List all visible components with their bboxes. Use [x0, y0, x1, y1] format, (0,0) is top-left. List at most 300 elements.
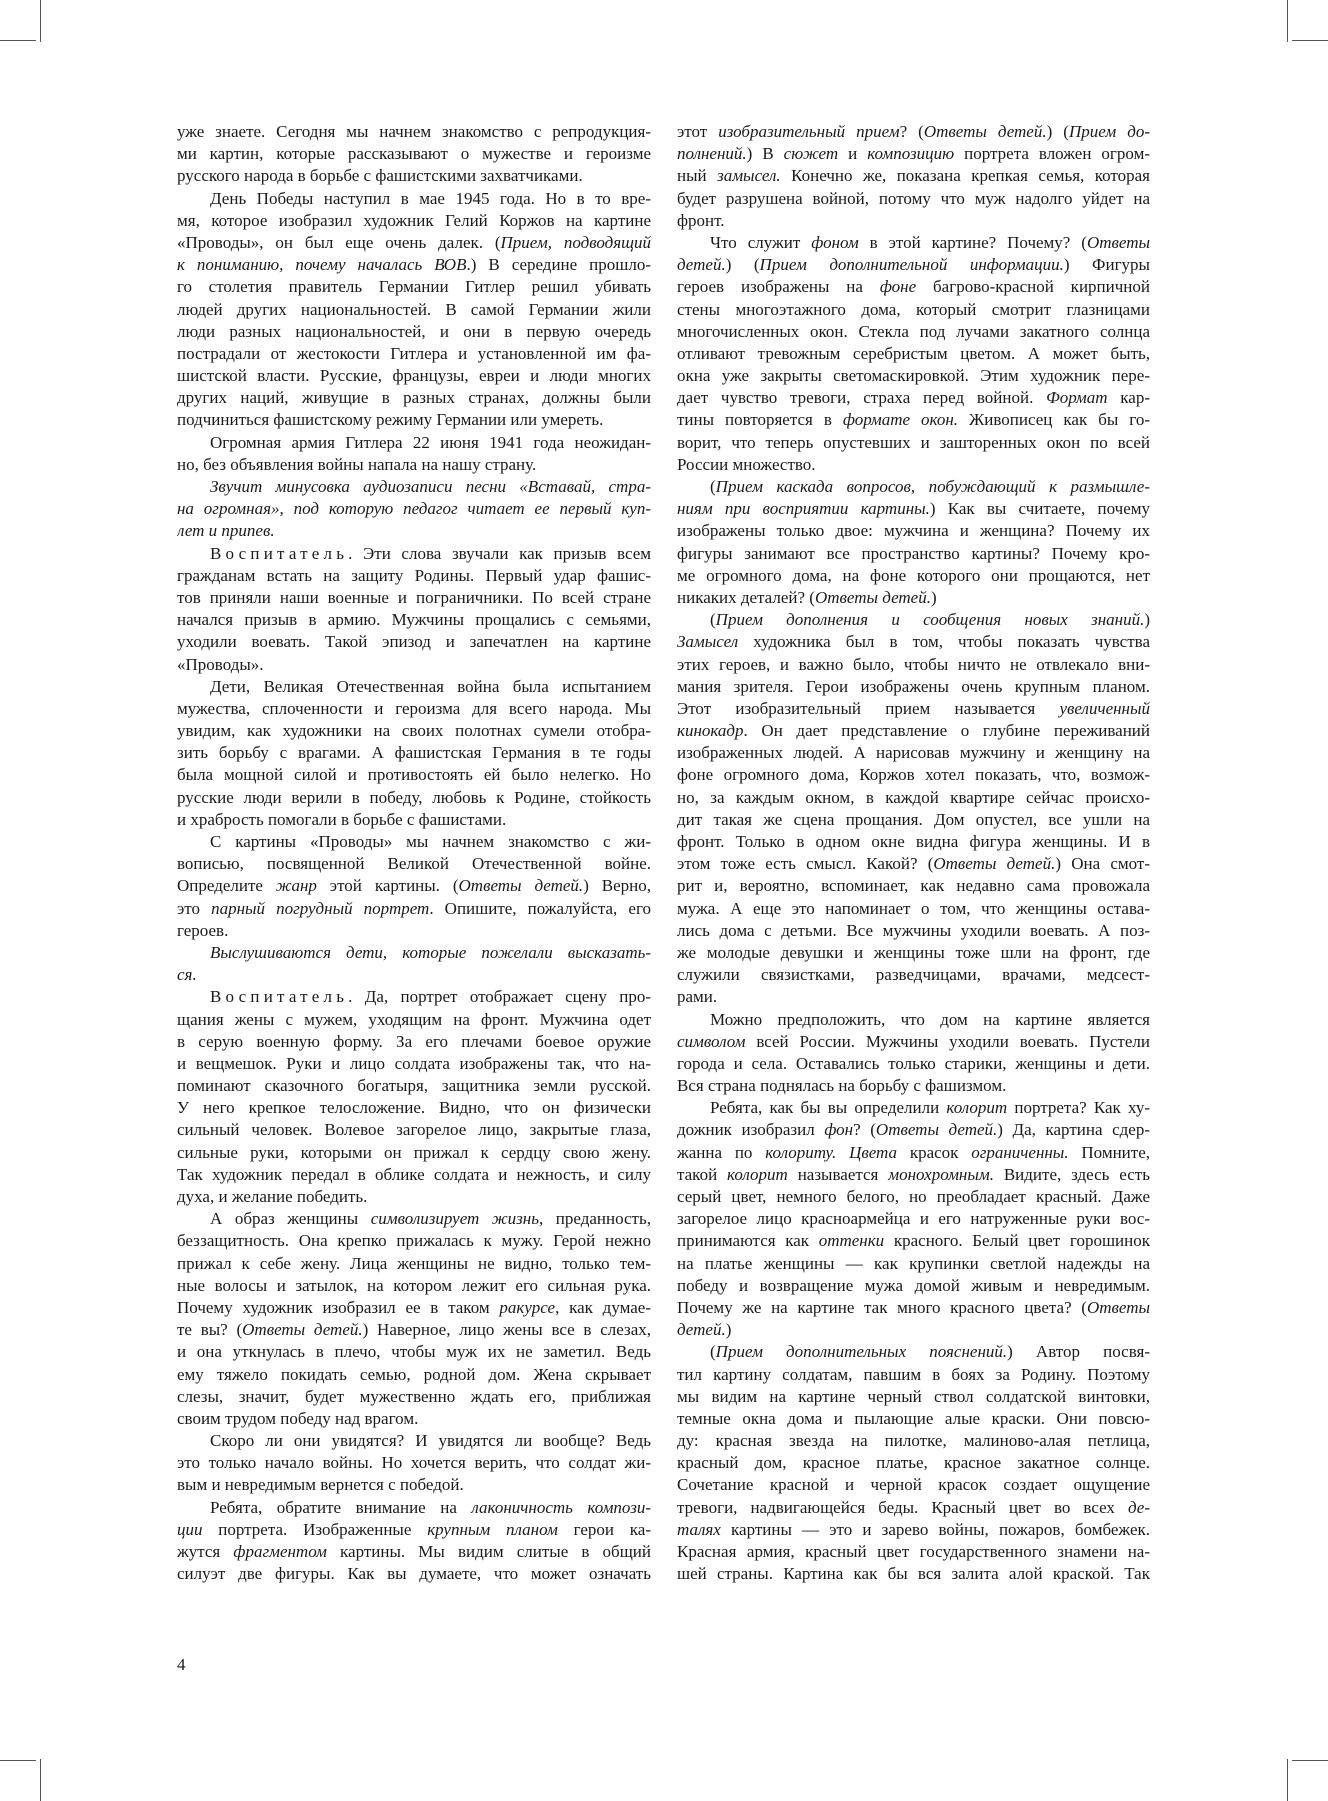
text-run: фигуры занимают все пространство картины? Почему кро-	[677, 543, 1150, 563]
text-run: поминают сказочного богатыря, защитника земли русской.	[177, 1076, 651, 1096]
text-run: ) Автор посвя-	[1007, 1342, 1150, 1362]
text-line	[677, 1541, 1150, 1563]
text-run: Этот изобразительный прием называется	[677, 698, 1060, 718]
text-run: людей других национальностей. В самой Германии жили	[177, 299, 651, 319]
paragraph	[177, 942, 651, 986]
page-number: 4	[177, 1655, 186, 1674]
text-run: беззащитность. Она крепко прижалась к мужу. Герой нежно	[177, 1231, 651, 1251]
crop-mark	[1287, 1759, 1288, 1801]
text-line	[177, 1275, 651, 1297]
text-line	[677, 1031, 1150, 1053]
text-line	[677, 1319, 1150, 1341]
text-run: )	[725, 1320, 732, 1340]
text-line	[177, 1474, 651, 1496]
text-line	[677, 587, 1150, 609]
text-line	[677, 188, 1150, 210]
text-run: багрово-красной кирпичной	[916, 277, 1150, 297]
text-run: красный дом, красное платье, красное закатное солнце.	[677, 1453, 1150, 1473]
crop-mark	[0, 40, 36, 41]
text-run: дит такая же сцена прощания. Дом опустел, все ушли на	[677, 809, 1150, 829]
text-line	[677, 1386, 1150, 1408]
text-line	[177, 1009, 651, 1031]
text-line	[677, 299, 1150, 321]
italic-text-run: замысел.	[717, 166, 781, 186]
text-run: прижал к себе жену. Лица женщины не видно, только тем-	[177, 1253, 651, 1273]
text-run: Видите, здесь есть	[993, 1164, 1150, 1184]
text-run: ) Верно,	[583, 876, 651, 896]
text-line	[677, 1164, 1150, 1186]
text-line	[677, 321, 1150, 343]
text-line	[677, 853, 1150, 875]
text-run: но, за каждым окном, в каждой квартире сейчас происхо-	[677, 787, 1150, 807]
text-run: Так художник передал в облике солдата и нежность, и силу	[177, 1164, 651, 1184]
text-run: героев изображены на	[677, 277, 880, 297]
text-run: . Эти слова звучали как призыв всем	[348, 543, 651, 563]
text-run: изображены только двое: мужчина и женщина? Почему их	[677, 521, 1150, 541]
text-run: ный	[677, 166, 718, 186]
text-column-right	[677, 121, 1150, 1585]
italic-text-run: ции	[177, 1519, 203, 1539]
text-run: сильный человек. Волевое загорелое лицо, закрытые глаза,	[177, 1120, 651, 1140]
text-run: духа, и желание победить.	[177, 1187, 368, 1206]
crop-mark	[40, 1759, 41, 1801]
text-run: этот	[677, 122, 719, 141]
text-run: красного. Белый цвет горошинок	[884, 1231, 1150, 1251]
text-line	[677, 1208, 1150, 1230]
text-run: города и села. Оставались только старики, женщины и дети.	[677, 1053, 1150, 1073]
text-run: серый цвет, немного белого, но преобладает красный. Даже	[677, 1187, 1150, 1206]
text-line	[177, 875, 651, 897]
text-line	[177, 188, 651, 210]
text-run: стены многоэтажного дома, который смотрит глазницами	[677, 299, 1150, 319]
text-line	[177, 1186, 651, 1208]
text-run: Живописец как бы го-	[958, 410, 1150, 430]
text-line	[677, 1186, 1150, 1208]
text-run: силуэт две фигуры. Как вы думаете, что может означать	[177, 1564, 651, 1584]
text-line	[677, 343, 1150, 365]
italic-text-run: ся.	[177, 965, 197, 985]
italic-text-run: Замысел	[677, 632, 739, 652]
text-line	[677, 831, 1150, 853]
text-run: те вы? (	[177, 1320, 243, 1340]
text-run: ду: красная звезда на пилотке, малиново-алая петлица,	[677, 1431, 1150, 1451]
paragraph	[677, 232, 1150, 476]
italic-text-run: Прием каскада вопросов, побуждающий к размышле-	[715, 477, 1150, 496]
text-run: ворит, что теперь опустевших и зашторенных окон по всей	[677, 432, 1150, 452]
text-run: ему тяжело покидать семью, родной дом. Жена скрывает	[177, 1364, 651, 1384]
text-line	[177, 764, 651, 786]
text-line	[177, 432, 651, 454]
text-run: но, без объявления войны напала на нашу страну.	[177, 454, 537, 474]
text-line	[677, 387, 1150, 409]
text-run: вым и невредимым вернется с победой.	[177, 1475, 464, 1495]
text-run: кар-	[1107, 388, 1150, 408]
text-run: портрета вложен огром-	[954, 144, 1150, 164]
text-run: портрета? Как ху-	[1007, 1098, 1150, 1118]
text-line	[177, 676, 651, 698]
text-run: . Он дает представление о глубине переживаний	[743, 721, 1150, 741]
text-run: тины повторяется в	[677, 410, 843, 430]
paragraph	[177, 121, 651, 188]
text-run: начался призыв в армию. Мужчины прощались с семьями,	[177, 610, 651, 630]
crop-mark	[1292, 1760, 1328, 1761]
italic-text-run: детей.	[677, 255, 726, 275]
text-line	[177, 1297, 651, 1319]
text-line	[177, 254, 651, 276]
text-run: увидим, как художники на своих полотнах сумели отобра-	[177, 721, 651, 741]
text-run: рами.	[677, 987, 718, 1007]
text-run: ) (	[1046, 122, 1069, 141]
text-line	[677, 676, 1150, 698]
text-run: ) Фигуры	[1063, 255, 1150, 275]
text-line	[177, 898, 651, 920]
text-run: была мощной силой и противостоять ей было нелегко. Но	[177, 765, 651, 785]
text-line	[177, 1452, 651, 1474]
italic-text-run: колориту. Цвета	[765, 1142, 898, 1162]
text-run: сильные руки, которыми он прижал к сердцу свою жену.	[177, 1142, 651, 1162]
text-line	[677, 631, 1150, 653]
text-line	[677, 1519, 1150, 1541]
italic-text-run: ниям при восприятии картины.	[677, 499, 930, 519]
text-line	[177, 698, 651, 720]
text-run: тов приняли наши военные и пограничники. По всей стране	[177, 587, 651, 607]
text-run: го столетия правитель Германии Гитлер решил убивать	[177, 277, 651, 297]
text-run: У него крепкое телосложение. Видно, что он физически	[177, 1098, 651, 1118]
italic-text-run: Выслушиваются дети, которые пожелали высказать-	[210, 942, 651, 962]
text-line	[177, 387, 651, 409]
text-line	[177, 343, 651, 365]
text-run: дожник изобразил	[677, 1120, 825, 1140]
text-run: русские люди верили в победу, любовь к Родине, стойкость	[177, 787, 651, 807]
text-line	[677, 1452, 1150, 1474]
text-line	[677, 476, 1150, 498]
text-run: темные окна дома и пылающие алые краски. Они повсю-	[677, 1408, 1150, 1428]
italic-text-run: композицию	[867, 144, 955, 164]
text-run: этих героев, и важно было, чтобы ничто не отвлекало вни-	[677, 654, 1150, 674]
text-run: ) В	[746, 144, 784, 164]
italic-text-run: изобразительный прием	[718, 122, 900, 141]
text-line	[677, 1408, 1150, 1430]
italic-text-run: Прием, подводящий	[500, 232, 651, 252]
text-line	[177, 1031, 651, 1053]
text-line	[177, 1364, 651, 1386]
text-run: ные волосы и затылок, на котором лежит его сильная рука.	[177, 1275, 651, 1295]
text-run: (	[710, 610, 716, 630]
text-run: Помните,	[1068, 1142, 1150, 1162]
text-line	[677, 409, 1150, 431]
text-run: русского народа в борьбе с фашистскими захватчиками.	[177, 166, 583, 186]
italic-text-run: жанр	[275, 876, 317, 896]
italic-text-run: символом	[677, 1031, 746, 1051]
text-run: (	[710, 1342, 716, 1362]
text-run: жутся	[177, 1542, 234, 1561]
text-line	[677, 543, 1150, 565]
text-line	[677, 1009, 1150, 1031]
text-run: России множество.	[677, 454, 816, 474]
text-line	[177, 1319, 651, 1341]
text-line	[177, 520, 651, 542]
text-run: . Да, портрет отображает сцену про-	[348, 987, 651, 1007]
text-run: на платье женщины — как крупинки светлой надежды на	[677, 1253, 1150, 1273]
text-line	[177, 920, 651, 942]
text-run: Огромная армия Гитлера 22 июня 1941 года неожидан-	[210, 432, 651, 452]
text-run: всей России. Мужчины уходили воевать. Пустели	[745, 1031, 1150, 1051]
text-run: шистской власти. Русские, французы, евреи и люди многих	[177, 366, 651, 386]
text-run: этом тоже есть смысл. Какой? (	[677, 854, 934, 874]
paragraph	[177, 476, 651, 543]
italic-text-run: символизирует жизнь	[370, 1209, 539, 1229]
text-line	[677, 1253, 1150, 1275]
text-run: Конечно же, показана крепкая семья, которая	[780, 166, 1150, 186]
text-line	[177, 1408, 651, 1430]
text-line	[677, 1497, 1150, 1519]
italic-text-run: Звучит минусовка аудиозаписи песни «Вставай, стра-	[210, 477, 651, 496]
text-line	[177, 986, 651, 1008]
text-run: шей страны. Картина как бы вся залита алой краской. Так	[677, 1564, 1150, 1584]
text-line	[677, 276, 1150, 298]
text-line	[677, 1142, 1150, 1164]
text-line	[177, 587, 651, 609]
italic-text-run: монохромным.	[888, 1164, 994, 1184]
text-line	[677, 942, 1150, 964]
text-line	[677, 809, 1150, 831]
italic-text-run: фон	[824, 1120, 854, 1140]
text-line	[177, 365, 651, 387]
text-line	[677, 1364, 1150, 1386]
italic-text-run: Ответы детей.	[923, 122, 1047, 141]
text-run: подчиниться фашистскому режиму Германии или умереть.	[177, 410, 604, 430]
text-run: своим трудом победу над врагом.	[177, 1408, 419, 1428]
text-line	[177, 1430, 651, 1452]
text-run: .) В середине прошло-	[466, 255, 651, 275]
crop-mark	[40, 0, 41, 42]
text-line	[177, 1053, 651, 1075]
text-line	[177, 1208, 651, 1230]
text-line	[677, 1297, 1150, 1319]
italic-text-run: на огромная», под которую педагог читает ее первый куп-	[177, 499, 651, 519]
text-run: и вещмешок. Руки и лицо солдата изображены так, что на-	[177, 1053, 651, 1073]
text-run: гражданам встать на защиту Родины. Первый удар фашис-	[177, 565, 651, 585]
text-line	[177, 498, 651, 520]
italic-text-run: формате окон.	[842, 410, 959, 430]
paragraph	[677, 1009, 1150, 1098]
italic-text-run: парный погрудный портрет	[211, 898, 430, 918]
paragraph	[677, 1341, 1150, 1585]
crop-mark	[1292, 40, 1328, 41]
text-run: «Проводы», он был еще очень далек. (	[177, 232, 501, 252]
speaker-label: Воспитатель	[210, 987, 349, 1007]
text-line	[177, 1519, 651, 1541]
text-line	[677, 920, 1150, 942]
text-run: лись дома с детьми. Все мужчины уходили воевать. А поз-	[677, 920, 1150, 940]
paragraph	[177, 543, 651, 676]
text-line	[177, 609, 651, 631]
text-line	[677, 875, 1150, 897]
italic-text-run: кинокадр	[677, 721, 744, 741]
text-run: ) (	[725, 255, 760, 275]
text-line	[677, 143, 1150, 165]
crop-mark	[0, 1760, 36, 1761]
text-line	[177, 720, 651, 742]
text-line	[177, 299, 651, 321]
text-line	[177, 232, 651, 254]
text-run: С картины «Проводы» мы начнем знакомство с жи-	[210, 832, 651, 851]
text-line	[177, 787, 651, 809]
italic-text-run: де-	[1127, 1497, 1150, 1517]
text-line	[177, 631, 651, 653]
text-line	[177, 1386, 651, 1408]
italic-text-run: Ответы детей.	[933, 854, 1056, 874]
italic-text-run: фоне	[879, 277, 917, 297]
text-run: никаких деталей? (	[677, 587, 815, 607]
text-run: А образ женщины	[210, 1209, 371, 1229]
text-run: герои ка-	[557, 1519, 651, 1539]
text-line	[677, 520, 1150, 542]
paragraph	[177, 676, 651, 831]
italic-text-run: лаконичность компози-	[471, 1497, 651, 1517]
text-run: фронт.	[677, 210, 725, 230]
text-line	[177, 165, 651, 187]
text-column-left	[177, 121, 651, 1585]
text-line	[677, 764, 1150, 786]
text-line	[177, 853, 651, 875]
text-run: Можно предположить, что дом на картине является	[710, 1009, 1150, 1029]
text-line	[677, 609, 1150, 631]
italic-text-run: талях	[677, 1519, 721, 1539]
italic-text-run: к пониманию, почему началась ВОВ	[177, 255, 467, 275]
italic-text-run: Ответы детей.	[814, 587, 931, 607]
text-run: жанна по	[677, 1142, 766, 1162]
italic-text-run: Формат	[1046, 388, 1108, 408]
text-line	[177, 1341, 651, 1363]
italic-text-run: Ответы детей.	[242, 1320, 363, 1340]
paragraph	[177, 188, 651, 432]
text-line	[177, 1164, 651, 1186]
text-run: Ребята, как бы вы определили	[710, 1098, 947, 1118]
italic-text-run: лет и припев.	[177, 521, 275, 541]
text-run: Сочетание красной и черной красок создает ощущение	[677, 1475, 1150, 1495]
text-run: принимаются как	[677, 1231, 819, 1251]
text-line	[677, 898, 1150, 920]
italic-text-run: Прием дополнительной информации.	[759, 255, 1064, 275]
text-run: фронт. Только в одном окне видна фигура женщины. И в	[677, 832, 1150, 851]
text-run: пострадали от жестокости Гитлера и установленной им фа-	[177, 343, 651, 363]
text-run: щания жены с мужем, уходящим на фронт. Мужчина одет	[177, 1009, 651, 1029]
text-run: )	[930, 587, 937, 607]
text-line	[677, 432, 1150, 454]
paragraph	[177, 831, 651, 942]
text-run: Почему же на картине так много красного цвета? (	[677, 1297, 1087, 1317]
text-run: мужества, сплоченности и героизма для всего народа. Мы	[177, 698, 651, 718]
italic-text-run: Прием до-	[1068, 122, 1150, 141]
text-line	[177, 964, 651, 986]
text-line	[177, 809, 651, 831]
text-line	[177, 121, 651, 143]
text-line	[677, 1075, 1150, 1097]
text-line	[677, 210, 1150, 232]
text-run: мужа. А еще это напоминает о том, что женщины остава-	[677, 898, 1150, 918]
text-run: уже знаете. Сегодня мы начнем знакомство с репродукция-	[177, 122, 651, 141]
text-line	[177, 543, 651, 565]
text-run: Дети, Великая Отечественная война была испытанием	[210, 676, 651, 696]
text-line	[677, 654, 1150, 676]
text-line	[177, 1541, 651, 1563]
text-run: уходили воевать. Такой эпизод и запечатлен на картине	[177, 632, 651, 652]
paragraph	[177, 1430, 651, 1497]
text-run: ? (	[899, 122, 924, 141]
text-run: ме огромного дома, на фоне которого они прощаются, нет	[677, 565, 1150, 585]
italic-text-run: Прием дополнения и сообщения новых знаний.	[715, 610, 1145, 630]
text-run: это только начало войны. Но хочется верить, что солдат жи-	[177, 1453, 651, 1473]
text-line	[677, 454, 1150, 476]
text-line	[177, 476, 651, 498]
text-line	[177, 831, 651, 853]
text-run: отливают тревожным серебристым цветом. А может быть,	[677, 343, 1150, 363]
text-line	[677, 1097, 1150, 1119]
text-line	[677, 1563, 1150, 1585]
text-run: , как думае-	[555, 1297, 651, 1317]
paragraph	[177, 1497, 651, 1586]
text-run: ) Как вы считаете, почему	[929, 499, 1150, 519]
text-line	[177, 409, 651, 431]
text-line	[677, 1053, 1150, 1075]
text-run: Что служит	[710, 232, 812, 252]
text-line	[177, 143, 651, 165]
text-run: картины — это и зарево войны, пожаров, бомбежек.	[720, 1519, 1150, 1539]
text-run: тил картину солдатам, павшим в боях за Родину. Поэтому	[677, 1364, 1150, 1384]
text-run: дает чувство тревоги, страха перед войной.	[677, 388, 1047, 408]
text-run: и храбрость помогали в борьбе с фашистами.	[177, 809, 507, 829]
italic-text-run: фрагментом	[233, 1542, 327, 1561]
text-run: Определите	[177, 876, 276, 896]
text-line	[677, 1430, 1150, 1452]
text-run: загорелое лицо красноармейца и его натруженные руки вос-	[677, 1209, 1150, 1229]
text-run: победу и возвращение мужа домой живым и невредимым.	[677, 1275, 1150, 1295]
text-line	[677, 698, 1150, 720]
text-run: и она уткнулась в плечо, чтобы муж их не заметил. Ведь	[177, 1342, 651, 1362]
text-run: же молодые девушки и женщины тоже шли на фронт, где	[677, 942, 1150, 962]
paragraph	[677, 121, 1150, 232]
text-run: Вся страна поднялась на борьбу с фашизмом.	[677, 1076, 1007, 1096]
text-run: тревоги, надвигающейся беды. Красный цвет во всех	[677, 1497, 1128, 1517]
text-run: слезы, значит, будет мужественно ждать его, приближая	[177, 1386, 651, 1406]
text-run: изображенных людей. А нарисовав мужчину и женщину на	[677, 743, 1150, 763]
text-line	[177, 742, 651, 764]
text-line	[177, 321, 651, 343]
text-line	[677, 254, 1150, 276]
text-line	[677, 121, 1150, 143]
text-run: в серую военную форму. За его плечами боевое оружие	[177, 1031, 651, 1051]
italic-text-run: ограниченны.	[971, 1142, 1069, 1162]
text-run: , преданность,	[538, 1209, 651, 1229]
text-line	[177, 276, 651, 298]
text-run: других наций, живущие в разных странах, должны были	[177, 388, 651, 408]
text-line	[677, 1474, 1150, 1496]
text-run: художника был в том, чтобы показать чувства	[738, 632, 1150, 652]
text-run: это	[177, 898, 212, 918]
text-run: Почему художник изобразил ее в таком	[177, 1297, 500, 1317]
text-run: мания зрителя. Герои изображены очень крупным планом.	[677, 676, 1150, 696]
text-run: мя, которое изобразил художник Гелий Коржов на картине	[177, 210, 651, 230]
italic-text-run: ракурсе	[499, 1297, 556, 1317]
text-run: ) Да, картина сдер-	[997, 1120, 1150, 1140]
text-run: )	[1144, 610, 1150, 630]
crop-mark	[1287, 0, 1288, 42]
text-run: Скоро ли они увидятся? И увидятся ли вообще? Ведь	[210, 1431, 651, 1451]
text-run: люди разных национальностей, и они в первую очередь	[177, 321, 651, 341]
text-line	[677, 986, 1150, 1008]
text-line	[677, 1341, 1150, 1363]
